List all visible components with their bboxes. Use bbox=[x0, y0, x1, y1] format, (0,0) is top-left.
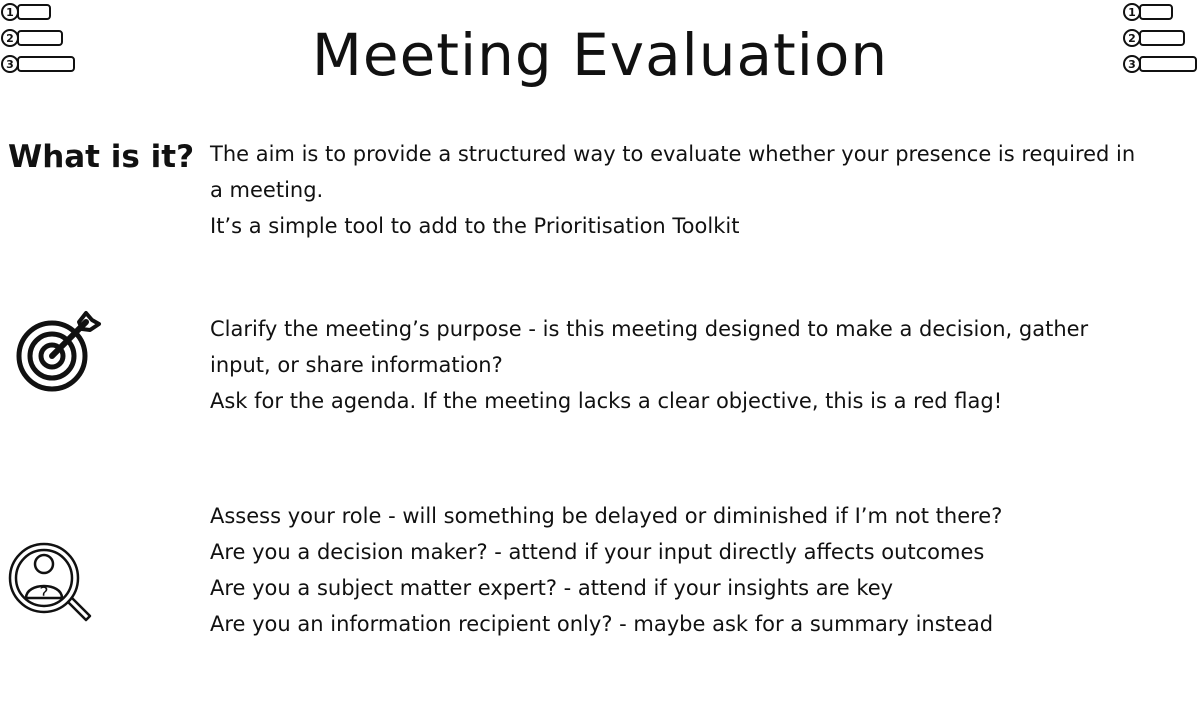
target-arrow-icon bbox=[16, 310, 104, 396]
role-text bbox=[210, 498, 1140, 642]
page-title: Meeting Evaluation bbox=[311, 21, 889, 89]
list-number: 3 bbox=[1128, 58, 1136, 71]
what-is-it-text bbox=[210, 136, 1140, 244]
section-heading: What is it? bbox=[8, 139, 195, 175]
numbered-list-icon bbox=[1120, 0, 1200, 76]
list-number: 3 bbox=[6, 58, 14, 71]
text-line: It’s a simple tool to add to the Prioritisation Toolkit bbox=[210, 214, 740, 238]
list-number: 2 bbox=[6, 32, 14, 45]
numbered-list-icon bbox=[0, 0, 80, 76]
text-line: Assess your role - will something be delayed or diminished if I’m not there? bbox=[210, 504, 1003, 528]
list-number: 1 bbox=[6, 6, 14, 19]
search-person-question-icon bbox=[6, 540, 94, 624]
purpose-text bbox=[210, 311, 1140, 419]
text-line: The aim is to provide a structured way to evaluate whether your presence is required in a meeting. bbox=[210, 142, 1136, 202]
list-number: 1 bbox=[1128, 6, 1136, 19]
svg-text:?: ? bbox=[39, 584, 49, 604]
list-number: 2 bbox=[1128, 32, 1136, 45]
text-line: Ask for the agenda. If the meeting lacks a clear objective, this is a red flag! bbox=[210, 389, 1003, 413]
text-line: Clarify the meeting’s purpose - is this meeting designed to make a decision, gather input, or share information? bbox=[210, 317, 1089, 377]
text-line: Are you a subject matter expert? - attend if your insights are key bbox=[210, 576, 894, 600]
text-line: Are you a decision maker? - attend if your input directly affects outcomes bbox=[210, 540, 985, 564]
text-line: Are you an information recipient only? - maybe ask for a summary instead bbox=[210, 612, 994, 636]
